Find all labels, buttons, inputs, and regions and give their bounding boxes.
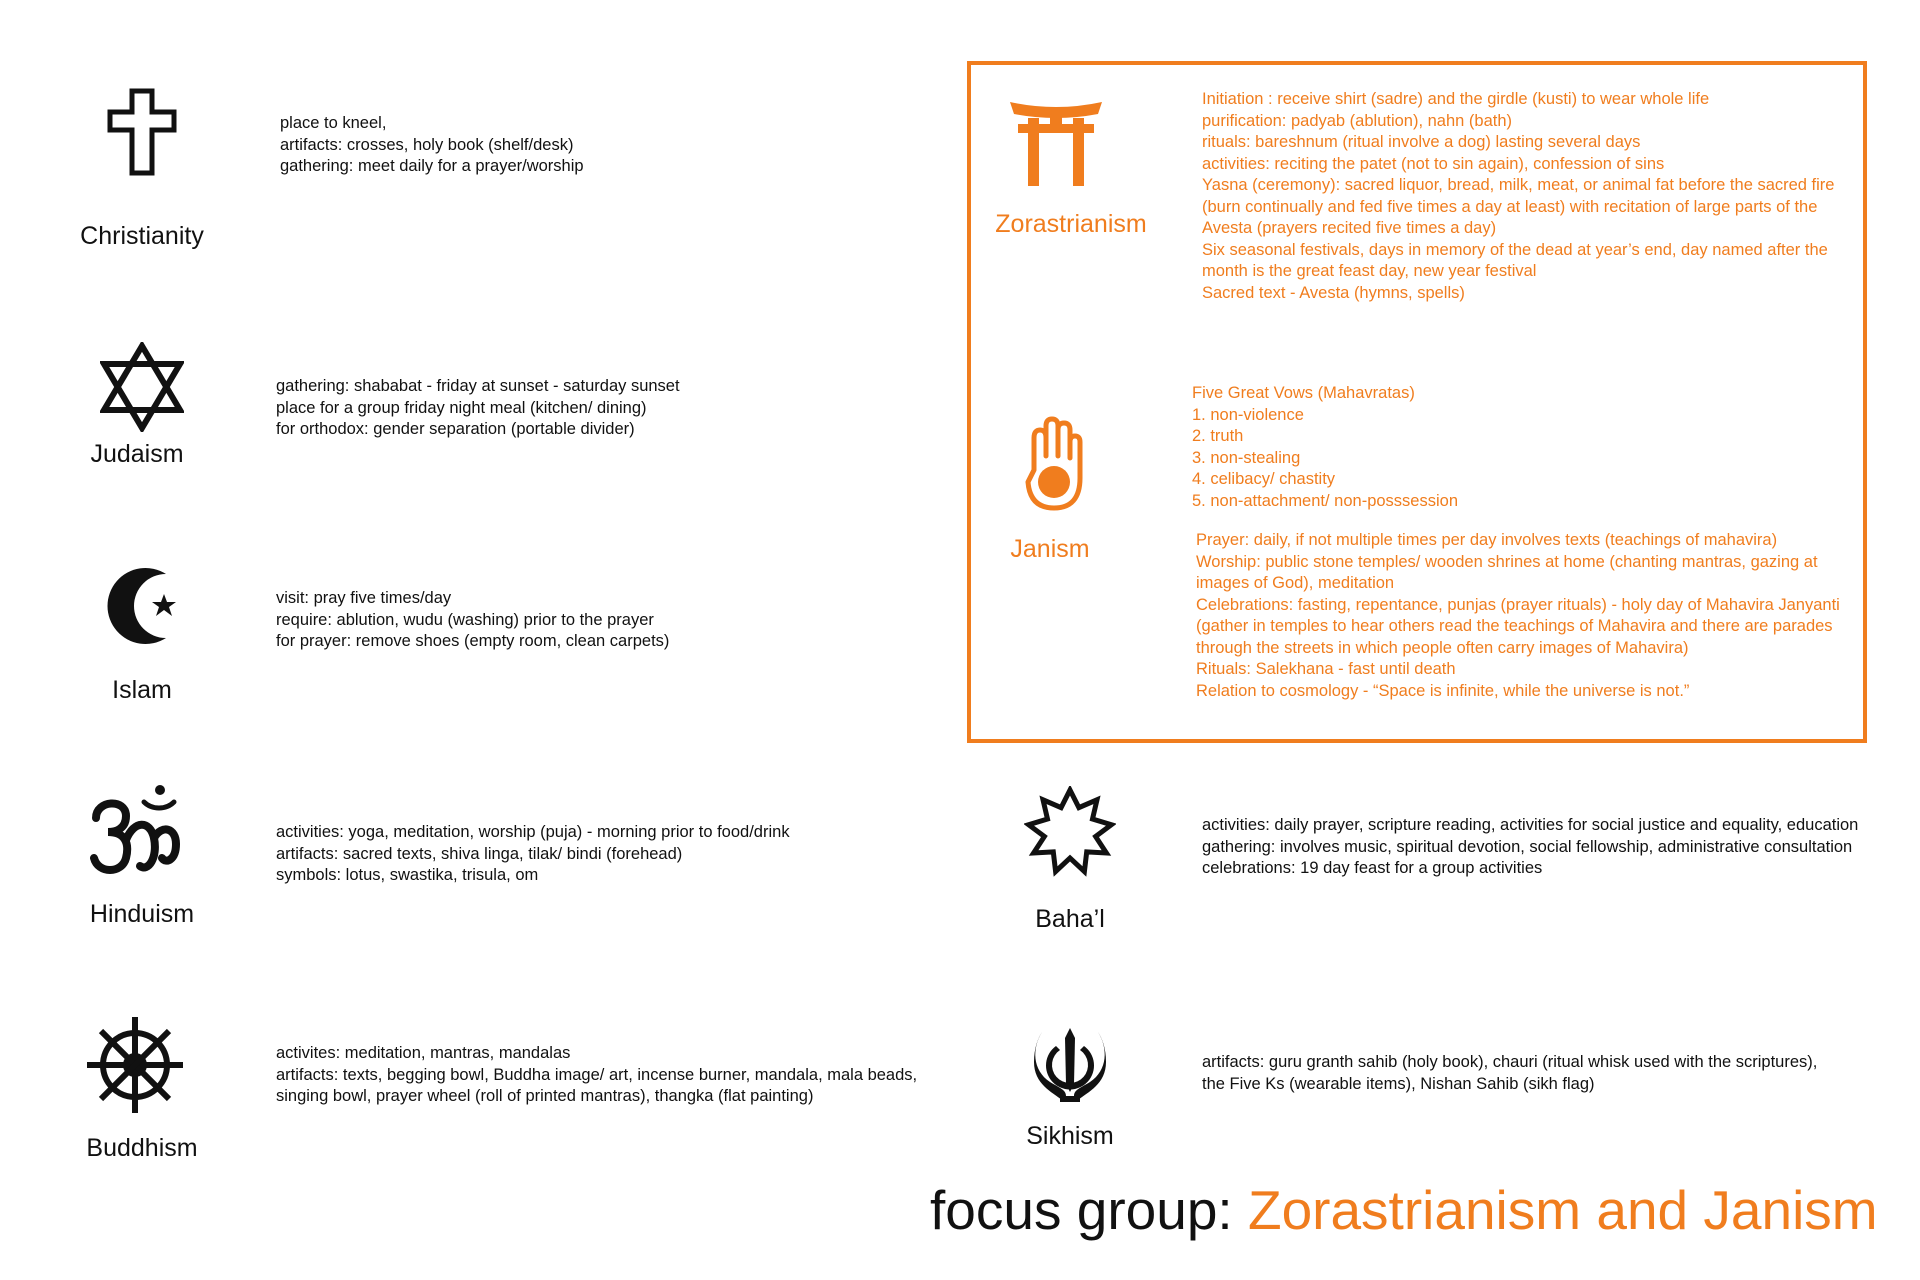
hinduism-line: symbols: lotus, swastika, trisula, om: [276, 866, 539, 884]
janism-vow: 3. non-stealing: [1192, 448, 1301, 467]
janism-line: images of God), meditation: [1196, 574, 1395, 592]
christianity-line: gathering: meet daily for a prayer/worship: [280, 157, 584, 175]
islam-line: require: ablution, wudu (washing) prior to the prayer: [276, 610, 654, 629]
bahai-label: Baha’l: [1035, 905, 1105, 933]
judaism-line: for orthodox: gender separation (portable divider): [276, 420, 635, 438]
zorastrianism-line: rituals: bareshnum (ritual involve a dog) lasting several days: [1202, 133, 1641, 151]
christianity-line: artifacts: crosses, holy book (shelf/desk): [280, 135, 574, 154]
latin-cross-icon: [107, 88, 177, 176]
janism-label: Janism: [1010, 535, 1090, 563]
zorastrianism-line: Yasna (ceremony): sacred liquor, bread, milk, meat, or animal fat before the sacred fire: [1202, 176, 1835, 194]
christianity-line: place to kneel,: [280, 114, 387, 132]
torii-gate-icon: [1008, 98, 1104, 188]
jain-hand-icon: [1024, 416, 1084, 512]
hinduism-line: artifacts: sacred texts, shiva linga, tilak/ bindi (forehead): [276, 844, 683, 863]
buddhism-line: singing bowl, prayer wheel (roll of printed mantras), thangka (flat painting): [276, 1087, 814, 1105]
janism-line: Rituals: Salekhana - fast until death: [1196, 660, 1456, 678]
zorastrianism-line: month is the great feast day, new year festival: [1202, 262, 1537, 280]
janism-vow: 2. truth: [1192, 427, 1244, 445]
janism-vow: 4. celibacy/ chastity: [1192, 470, 1336, 488]
zorastrianism-description: [1202, 89, 1834, 304]
focus-group-highlight: Zorastrianism and Janism: [1247, 1179, 1878, 1241]
sikhism-label: Sikhism: [1026, 1122, 1114, 1150]
hinduism-description: [276, 822, 790, 887]
janism-vows: [1192, 383, 1458, 512]
janism-line: Worship: public stone temples/ wooden shrines at home (chanting mantras, gazing at: [1196, 552, 1818, 571]
zorastrianism-line: Initiation : receive shirt (sadre) and the girdle (kusti) to wear whole life: [1202, 90, 1710, 108]
hinduism-line: activities: yoga, meditation, worship (puja) - morning prior to food/drink: [276, 823, 790, 841]
zorastrianism-line: purification: padyab (ablution), nahn (bath): [1202, 111, 1513, 130]
janism-line: Celebrations: fasting, repentance, punjas (prayer rituals) - holy day of Mahavira Janyanti: [1196, 595, 1840, 614]
janism-vow: Five Great Vows (Mahavratas): [1192, 384, 1415, 402]
star-of-david-icon: [100, 342, 184, 432]
janism-vow: 5. non-attachment/ non-posssession: [1192, 491, 1458, 510]
dharma-wheel-icon: [84, 1014, 186, 1116]
judaism-line: gathering: shababat - friday at sunset - saturday sunset: [276, 377, 680, 395]
khanda-icon: [1030, 1026, 1110, 1106]
islam-line: visit: pray five times/day: [276, 589, 452, 607]
star-and-crescent-icon: [96, 564, 184, 648]
buddhism-label: Buddhism: [86, 1134, 198, 1162]
janism-line: through the streets in which people often carry images of Mahavira): [1196, 638, 1689, 657]
sikhism-line: the Five Ks (wearable items), Nishan Sahib (sikh flag): [1202, 1074, 1595, 1093]
zorastrianism-line: Six seasonal festivals, days in memory of the dead at year’s end, day named after the: [1202, 240, 1828, 259]
christianity-label: Christianity: [80, 222, 204, 250]
buddhism-description: [276, 1043, 917, 1108]
judaism-description: [276, 376, 680, 441]
zorastrianism-line: Sacred text - Avesta (hymns, spells): [1202, 283, 1465, 302]
hinduism-label: Hinduism: [89, 900, 195, 928]
janism-line: Relation to cosmology - “Space is infinite, while the universe is not.”: [1196, 681, 1690, 700]
janism-vow: 1. non-violence: [1192, 405, 1304, 424]
zorastrianism-line: (burn continually and fed five times a day at least) with recitation of large parts of the: [1202, 197, 1818, 216]
om-icon: [86, 780, 182, 880]
janism-line: (gather in temples to hear others read the teachings of Mahavira and there are parades: [1196, 617, 1833, 635]
zorastrianism-line: activities: reciting the patet (not to sin again), confession of sins: [1202, 154, 1665, 173]
zorastrianism-label: Zorastrianism: [995, 210, 1147, 238]
islam-description: [276, 588, 669, 653]
janism-description: [1196, 530, 1840, 702]
christianity-description: [280, 113, 584, 178]
judaism-label: Judaism: [90, 440, 184, 468]
buddhism-line: activites: meditation, mantras, mandalas: [276, 1044, 571, 1062]
islam-label: Islam: [112, 676, 172, 704]
islam-line: for prayer: remove shoes (empty room, clean carpets): [276, 632, 670, 650]
nine-pointed-star-icon: [1024, 786, 1116, 878]
janism-line: Prayer: daily, if not multiple times per day involves texts (teachings of mahavira): [1196, 531, 1778, 549]
focus-group-prefix: focus group:: [930, 1179, 1248, 1241]
bahai-description: [1202, 815, 1858, 880]
bahai-line: gathering: involves music, spiritual devotion, social fellowship, administrative consultation: [1202, 837, 1853, 856]
bahai-line: celebrations: 19 day feast for a group activities: [1202, 859, 1543, 877]
bahai-line: activities: daily prayer, scripture reading, activities for social justice and equality, education: [1202, 816, 1859, 834]
buddhism-line: artifacts: texts, begging bowl, Buddha image/ art, incense burner, mandala, mala beads,: [276, 1065, 918, 1084]
judaism-line: place for a group friday night meal (kitchen/ dining): [276, 398, 647, 417]
sikhism-description: [1202, 1052, 1817, 1095]
zorastrianism-line: Avesta (prayers recited five times a day): [1202, 219, 1497, 237]
sikhism-line: artifacts: guru granth sahib (holy book), chauri (ritual whisk used with the scriptures),: [1202, 1053, 1818, 1071]
focus-group-heading: [930, 1178, 1878, 1242]
